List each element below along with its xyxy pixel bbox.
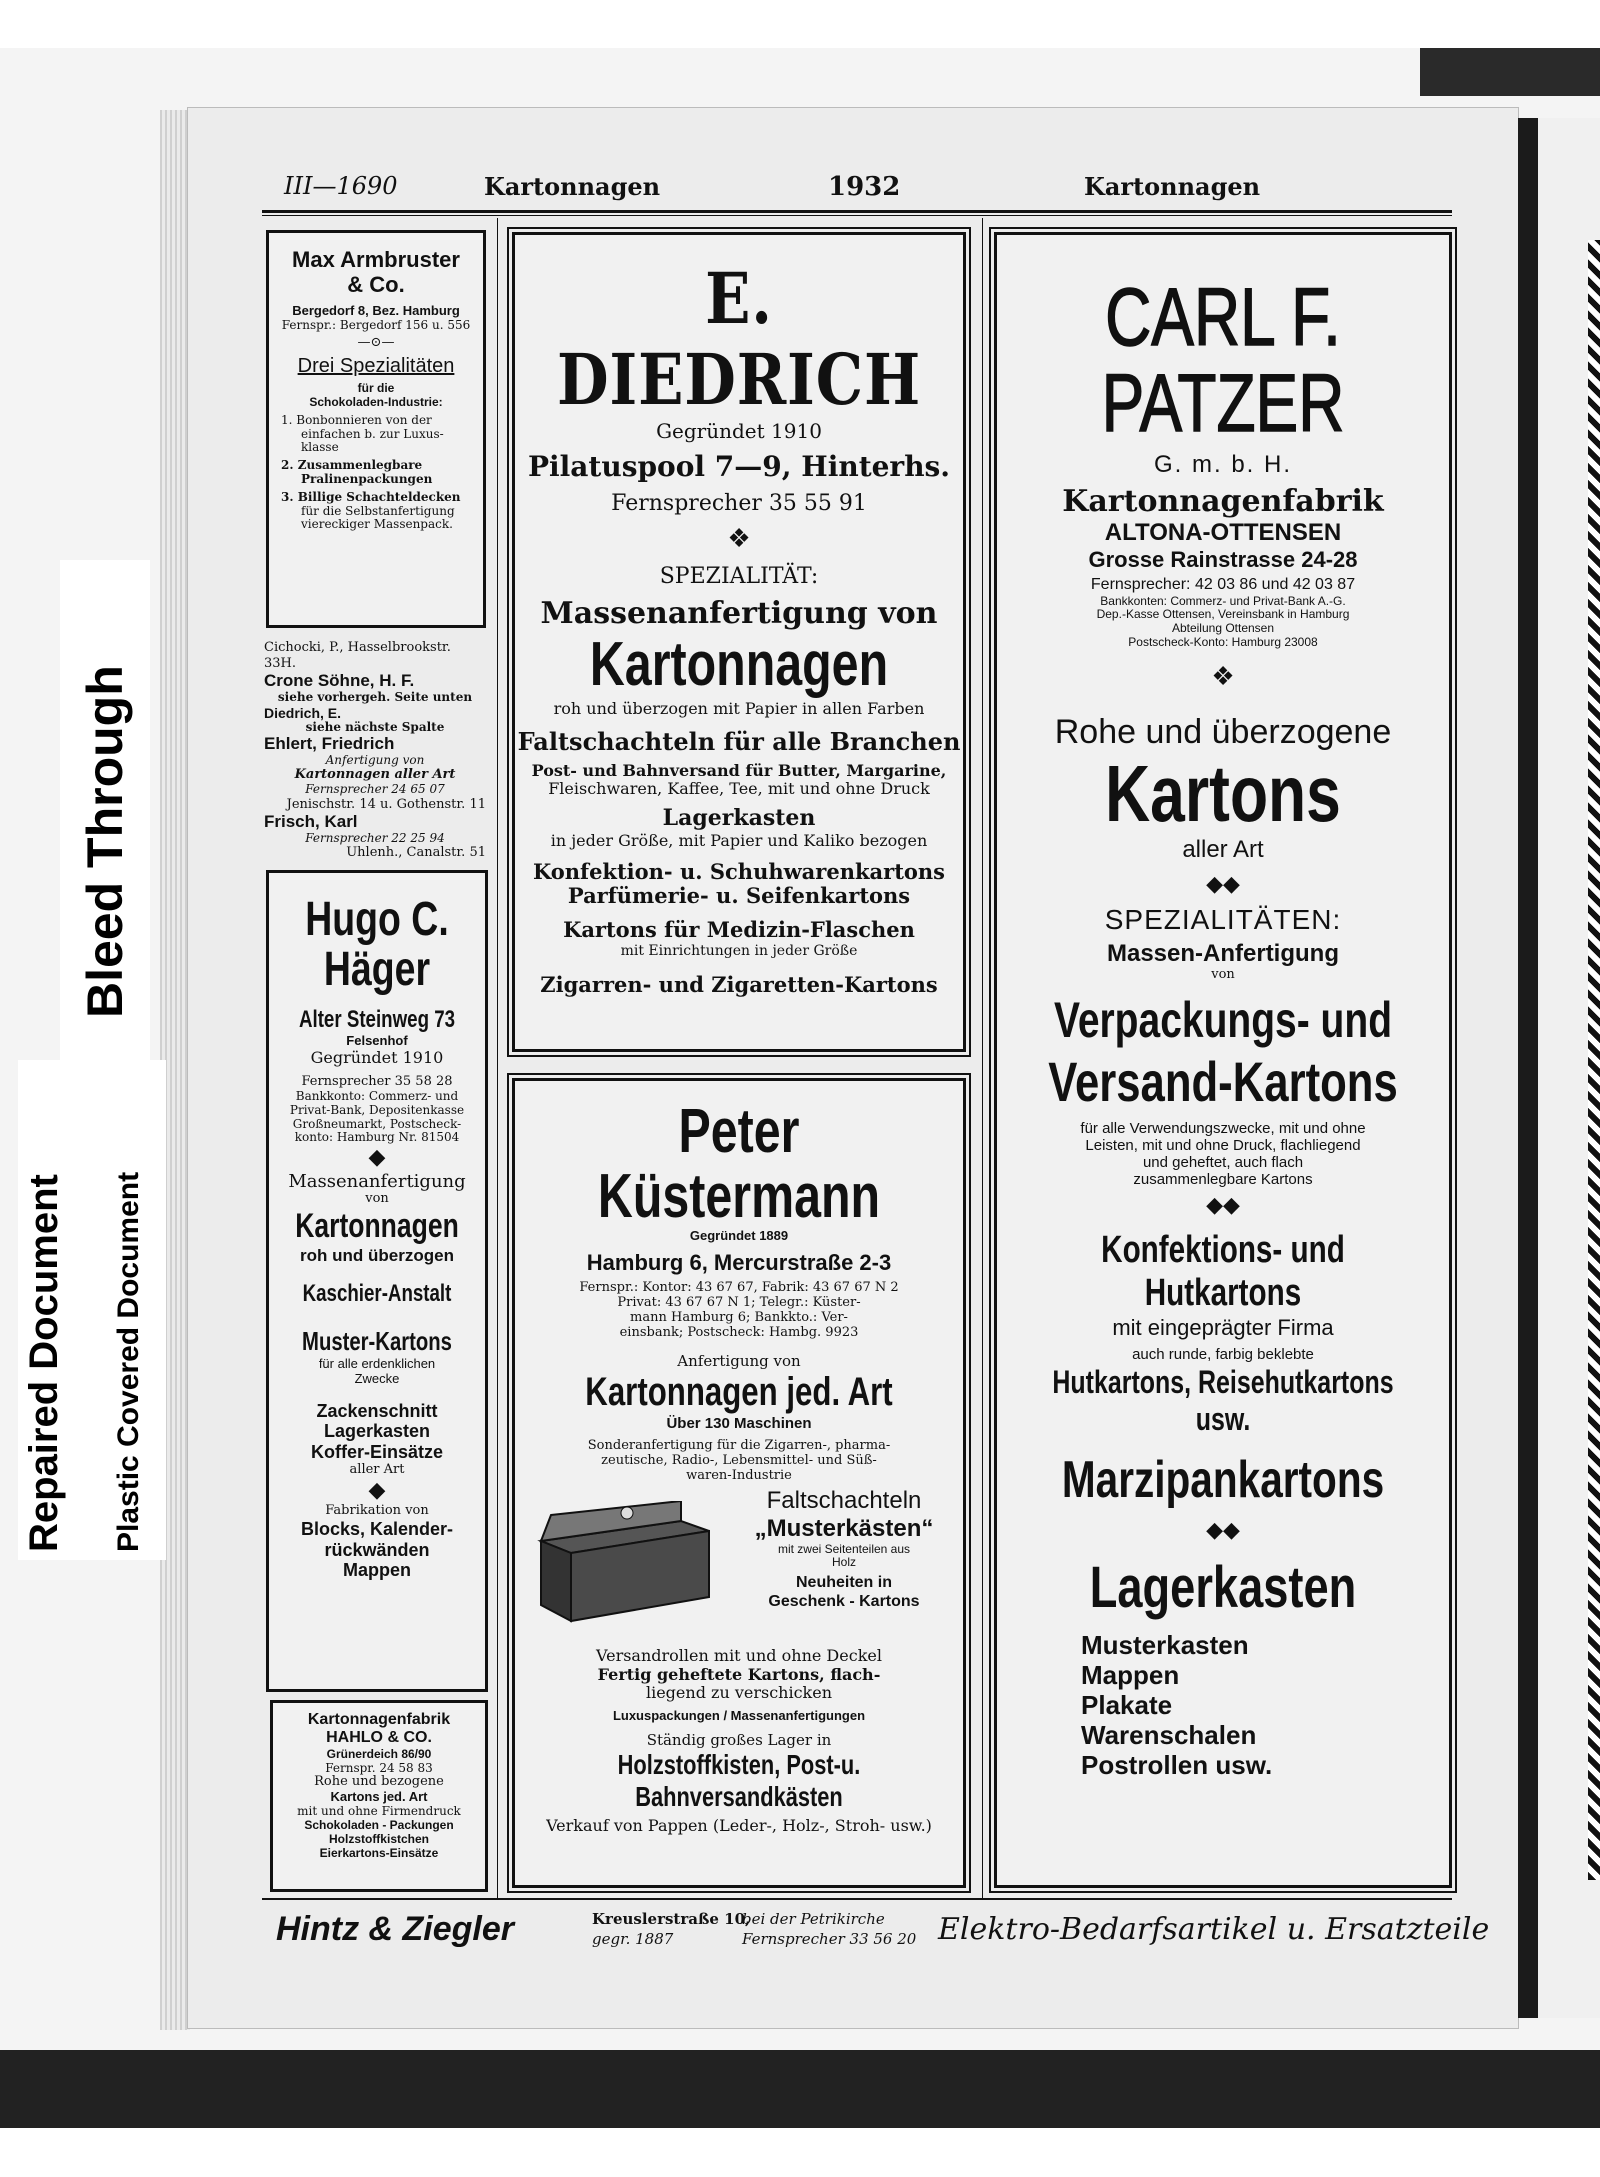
kuestermann-sonder-2: zeutische, Radio-, Lebensmittel- und Süß-	[601, 1452, 877, 1468]
patzer-postrollen: Postrollen usw.	[1081, 1749, 1273, 1780]
header-right-title: Kartonnagen	[1084, 172, 1261, 201]
kuestermann-zwei-2: Holz	[831, 1555, 856, 1570]
diedrich-post-1: Post- und Bahnversand für Butter, Margarine,	[531, 760, 947, 780]
diedrich-med: Kartons für Medizin-Flaschen	[563, 917, 915, 943]
diedrich-konf-1: Konfektion- u. Schuhwarenkartons	[532, 859, 946, 885]
scan-bottom-margin	[0, 2128, 1600, 2177]
patzer-fuer-3: und geheftet, auch flach	[1142, 1154, 1304, 1172]
footer-rule	[262, 1898, 1452, 1900]
armbruster-item-1b: einfachen b. zur Luxus-	[301, 426, 444, 441]
hahlo-phone: Fernspr. 24 58 83	[325, 1760, 433, 1775]
haeger-muster-3: Zwecke	[354, 1370, 400, 1386]
armbruster-address: Bergedorf 8, Bez. Hamburg	[292, 302, 460, 318]
listing-frisch-2: Uhlenh., Canalstr. 51	[346, 845, 486, 861]
hahlo-name: HAHLO & CO.	[326, 1729, 432, 1747]
footer-ad	[270, 1908, 1490, 1952]
kuestermann-pappen: Verkauf von Pappen (Leder-, Holz-, Stroh- usw.)	[546, 1815, 932, 1835]
kuestermann-zwei-1: mit zwei Seitenteilen aus	[777, 1541, 911, 1556]
armbruster-industry: Schokoladen-Industrie:	[309, 395, 443, 410]
kuestermann-versandrollen: Versandrollen mit und ohne Deckel	[596, 1646, 882, 1666]
kuestermann-contact-1: Fernspr.: Kontor: 43 67 67, Fabrik: 43 67 67 N 2	[579, 1280, 899, 1296]
patzer-musterkasten: Musterkasten	[1081, 1630, 1249, 1661]
diedrich-mass: Massenanfertigung von	[540, 595, 938, 631]
armbruster-heading: Drei Spezialitäten	[297, 355, 455, 378]
haeger-place: Felsenhof	[346, 1032, 408, 1048]
patzer-post: Postscheck-Konto: Hamburg 23008	[1128, 634, 1318, 649]
haeger-lagerkasten: Lagerkasten	[323, 1421, 431, 1442]
patzer-ornament: ❖	[1211, 661, 1235, 692]
haeger-mappen: Mappen	[342, 1560, 411, 1581]
diedrich-post-2: Fleischwaren, Kaffee, Tee, mit und ohne Druck	[548, 779, 930, 799]
kuestermann-sonder-3: waren-Industrie	[686, 1467, 792, 1483]
listing-cichocki: Cichocki, P., Hasselbrookstr. 33H.	[264, 640, 451, 671]
haeger-rueckwaenden: rückwänden	[324, 1539, 430, 1560]
patzer-rund: auch runde, farbig beklebte	[1132, 1346, 1314, 1364]
repaired-document-label: Repaired Document	[22, 1174, 66, 1552]
haeger-bank-3: Großneumarkt, Postscheck-	[292, 1116, 462, 1131]
listing-frisch: Frisch, Karl	[264, 812, 358, 832]
bleed-through-label: Bleed Through	[77, 665, 133, 1018]
ad-kuestermann	[512, 1078, 966, 1888]
header-left-title: Kartonnagen	[484, 172, 661, 201]
kuestermann-lager: Ständig großes Lager in	[646, 1730, 832, 1749]
haeger-ornament: ◆	[368, 1145, 386, 1171]
kuestermann-fertig: Fertig geheftete Kartons, flach-	[597, 1664, 881, 1684]
kuestermann-fertig-2: liegend zu verschicken	[645, 1683, 833, 1703]
patzer-kartons: Kartons	[1105, 749, 1341, 839]
patzer-mappen: Mappen	[1081, 1659, 1180, 1690]
listing-crone-note: siehe vorhergeh. Seite unten	[277, 689, 473, 704]
hahlo-fabrik: Kartonnagenfabrik	[307, 1711, 451, 1728]
patzer-lagerkasten: Lagerkasten	[1089, 1555, 1357, 1621]
armbruster-item-3c: viereckiger Massenpack.	[301, 517, 453, 532]
diedrich-spec: SPEZIALITÄT:	[659, 563, 819, 589]
header-rule-thin	[262, 215, 1452, 216]
hahlo-schoko: Schokoladen - Packungen	[304, 1818, 454, 1833]
listing-crone: Crone Söhne, H. F.	[264, 671, 415, 691]
ad-armbruster	[266, 230, 486, 628]
armbruster-for: für die	[357, 381, 395, 396]
haeger-zacken: Zackenschnitt	[316, 1400, 438, 1421]
armbruster-item-2b: Pralinenpackungen	[301, 472, 433, 487]
diedrich-ornament: ❖	[727, 524, 751, 555]
armbruster-item-3b: für die Selbstanfertigung	[301, 503, 455, 518]
ad-hahlo	[270, 1700, 488, 1892]
haeger-street: Alter Steinweg 73	[298, 1005, 456, 1033]
hahlo-eier: Eierkartons-Einsätze	[319, 1845, 439, 1860]
patzer-ornament-2: ◆◆	[1206, 871, 1240, 897]
column-rule-1	[497, 218, 498, 1898]
haeger-muster-2: für alle erdenklichen	[318, 1355, 436, 1371]
kuestermann-neuheiten-2: Geschenk - Kartons	[768, 1592, 920, 1610]
patzer-ornament-3: ◆◆	[1206, 1192, 1240, 1218]
kuestermann-contact-3: mann Hamburg 6; Bankkto.: Ver-	[630, 1310, 848, 1326]
haeger-bank-1: Bankkonto: Commerz- und	[295, 1089, 459, 1104]
column-rule-2	[982, 218, 983, 1898]
haeger-mass: Massenanfertigung	[288, 1170, 466, 1192]
haeger-blocks: Blocks, Kalender-	[300, 1519, 454, 1539]
armbruster-item-2a: 2. Zusammenlegbare	[281, 458, 423, 473]
armbruster-name-2: & Co.	[347, 272, 405, 298]
patzer-versand: Versand-Kartons	[1048, 1049, 1398, 1113]
ad-patzer	[994, 232, 1452, 1888]
scan-dark-bottom	[0, 2050, 1600, 2128]
listing-ehlert-3: Fernsprecher 24 65 07	[305, 781, 445, 796]
patzer-bank-1: Bankkonten: Commerz- und Privat-Bank A.-G.	[1100, 593, 1346, 608]
kuestermann-founded: Gegründet 1889	[689, 1228, 789, 1244]
footer-near: bei der Petrikirche	[742, 1910, 885, 1928]
haeger-aller-art: aller Art	[349, 1461, 405, 1477]
diedrich-founded: Gegründet 1910	[656, 419, 822, 443]
patzer-place: ALTONA-OTTENSEN	[1104, 519, 1342, 547]
hahlo-rohe: Rohe und bezogene	[314, 1774, 444, 1790]
patzer-plakate: Plakate	[1081, 1689, 1173, 1720]
patzer-firma: mit eingeprägter Firma	[1112, 1315, 1334, 1341]
diedrich-kartonnagen: Kartonnagen	[589, 630, 889, 700]
footer-founded: gegr. 1887	[592, 1930, 674, 1948]
hahlo-address: Grünerdeich 86/90	[326, 1746, 432, 1761]
patzer-konfektions: Konfektions- und Hutkartons	[1101, 1229, 1345, 1315]
kuestermann-name: Peter Küstermann	[597, 1097, 881, 1232]
ad-haeger	[266, 870, 488, 1692]
patzer-fabrik: Kartonnagenfabrik	[1062, 483, 1384, 519]
ad-diedrich	[512, 232, 966, 1052]
patzer-mass: Massen-Anfertigung	[1106, 940, 1339, 968]
patzer-von: von	[1211, 966, 1235, 982]
patzer-fuer-1: für alle Verwendungszwecke, mit und ohne	[1080, 1119, 1366, 1137]
armbruster-name: Max Armbruster	[292, 247, 460, 272]
kuestermann-maschinen: Über 130 Maschinen	[666, 1415, 812, 1433]
haeger-founded: Gegründet 1910	[310, 1047, 444, 1067]
haeger-kaschier: Kaschier-Anstalt	[302, 1279, 452, 1307]
patzer-bank-2: Dep.-Kasse Ottensen, Vereinsbank in Hamburg	[1096, 607, 1350, 622]
kuestermann-luxus: Luxuspackungen / Massenanfertigungen	[612, 1707, 866, 1723]
hahlo-holz: Holzstoffkistchen	[328, 1831, 429, 1846]
header-rule	[262, 210, 1452, 213]
kuestermann-kartonnagen: Kartonnagen jed. Art	[585, 1370, 893, 1415]
patzer-marzipan: Marzipankartons	[1061, 1450, 1385, 1509]
kuestermann-neuheiten-1: Neuheiten in	[795, 1574, 892, 1592]
armbruster-item-1c: klasse	[301, 440, 339, 455]
kuestermann-holzstoff: Holzstoffkisten, Post-u. Bahnversandkästen	[617, 1748, 861, 1812]
kuestermann-contact-4: einsbank; Postscheck: Hambg. 9923	[619, 1325, 859, 1341]
haeger-name: Hugo C. Häger	[305, 893, 449, 997]
diedrich-med-2: mit Einrichtungen in jeder Größe	[620, 942, 858, 959]
hahlo-kartons: Kartons jed. Art	[330, 1789, 428, 1805]
patzer-aller-art: aller Art	[1182, 836, 1264, 864]
header-year: 1932	[828, 172, 901, 202]
diedrich-lager: Lagerkasten	[662, 805, 816, 832]
patzer-gmbh: G. m. b. H.	[1153, 451, 1292, 479]
listing-frisch-1: Fernsprecher 22 25 94	[305, 830, 445, 845]
listing-ehlert-4: Jenischstr. 14 u. Gothenstr. 11	[286, 796, 486, 812]
kuestermann-musterkaesten: „Musterkästen“	[754, 1515, 934, 1543]
haeger-kartonnagen: Kartonnagen	[295, 1207, 459, 1246]
hahlo-druck: mit und ohne Firmendruck	[297, 1804, 461, 1819]
diedrich-phone: Fernsprecher 35 55 91	[611, 491, 867, 517]
armbruster-item-1a: 1. Bonbonnieren von der	[281, 412, 432, 427]
haeger-roh: roh und überzogen	[300, 1246, 454, 1266]
patzer-rohe: Rohe und überzogene	[1054, 712, 1392, 751]
haeger-von: von	[365, 1191, 389, 1207]
patzer-street: Grosse Rainstrasse 24-28	[1088, 546, 1358, 572]
diedrich-lager-2: in jeder Größe, mit Papier und Kaliko bezogen	[550, 830, 928, 850]
armbruster-phone: Fernspr.: Bergedorf 156 u. 556	[281, 317, 471, 332]
haeger-muster: Muster-Kartons	[302, 1325, 452, 1356]
listing-ehlert-2: Kartonnagen aller Art	[294, 766, 456, 782]
patzer-fuer-2: Leisten, mit und ohne Druck, flachliegend	[1085, 1136, 1361, 1154]
listing-diedrich-note: siehe nächste Spalte	[305, 719, 445, 734]
listing-ehlert: Ehlert, Friedrich	[264, 734, 395, 754]
diedrich-konf-2: Parfümerie- u. Seifenkartons	[567, 883, 911, 909]
diedrich-name: E. DIEDRICH	[556, 257, 922, 421]
patzer-hutkartons: Hutkartons, Reisehutkartons usw.	[1052, 1363, 1394, 1437]
scan-dark-corner	[1420, 48, 1600, 96]
kuestermann-address: Hamburg 6, Mercurstraße 2-3	[586, 1250, 892, 1276]
directory-listings	[264, 640, 486, 861]
diedrich-falt: Faltschachteln für alle Branchen	[517, 727, 961, 757]
haeger-bank-4: konto: Hamburg Nr. 81504	[294, 1130, 460, 1145]
haeger-ornament-2: ◆	[368, 1477, 386, 1503]
haeger-koffer: Koffer-Einsätze	[310, 1442, 444, 1463]
armbruster-ornament: —⊙—	[357, 335, 395, 351]
footer-firm: Hintz & Ziegler	[276, 1910, 515, 1948]
kuestermann-sonder-1: Sonderanfertigung für die Zigarren-, pharma-	[587, 1437, 891, 1453]
listing-ehlert-1: Anfertigung von	[325, 752, 425, 767]
patzer-spec: SPEZIALITÄTEN:	[1104, 904, 1342, 936]
haeger-phone: Fernsprecher 35 58 28	[301, 1074, 453, 1090]
haeger-fabrikation: Fabrikation von	[325, 1503, 429, 1519]
patzer-verpackungs: Verpackungs- und	[1053, 991, 1393, 1048]
patzer-warenschalen: Warenschalen	[1081, 1719, 1257, 1750]
chest-illustration	[531, 1501, 713, 1623]
book-spine	[1518, 118, 1538, 2018]
listing-diedrich: Diedrich, E.	[264, 704, 342, 721]
page-number: III—1690	[284, 172, 398, 200]
kuestermann-anfertigung: Anfertigung von	[677, 1352, 801, 1371]
patzer-bank-3: Abteilung Ottensen	[1171, 621, 1275, 636]
patzer-ornament-4: ◆◆	[1206, 1517, 1240, 1543]
footer-goods: Elektro-Bedarfsartikel u. Ersatzteile	[938, 1912, 1490, 1947]
haeger-bank-2: Privat-Bank, Depositenkasse	[289, 1102, 465, 1117]
plastic-covered-label: Plastic Covered Document	[112, 1171, 145, 1552]
patzer-phone: Fernsprecher: 42 03 86 und 42 03 87	[1090, 576, 1356, 594]
kuestermann-contact-2: Privat: 43 67 67 N 1; Telegr.: Küster-	[617, 1295, 861, 1311]
footer-street: Kreuslerstraße 10,	[592, 1910, 751, 1928]
footer-phone: Fernsprecher 33 56 20	[742, 1930, 917, 1948]
patzer-fuer-4: zusammenlegbare Kartons	[1133, 1171, 1313, 1189]
diedrich-address: Pilatuspool 7—9, Hinterhs.	[527, 450, 951, 483]
facing-page-border	[1588, 240, 1600, 1880]
kuestermann-faltschachteln: Faltschachteln	[766, 1487, 922, 1515]
armbruster-item-3a: 3. Billige Schachteldecken	[281, 489, 461, 504]
diedrich-zig: Zigarren- und Zigaretten-Kartons	[540, 971, 938, 997]
patzer-name: CARL F. PATZER	[1101, 272, 1345, 450]
diedrich-roh: roh und überzogen mit Papier in allen Farben	[553, 698, 925, 718]
